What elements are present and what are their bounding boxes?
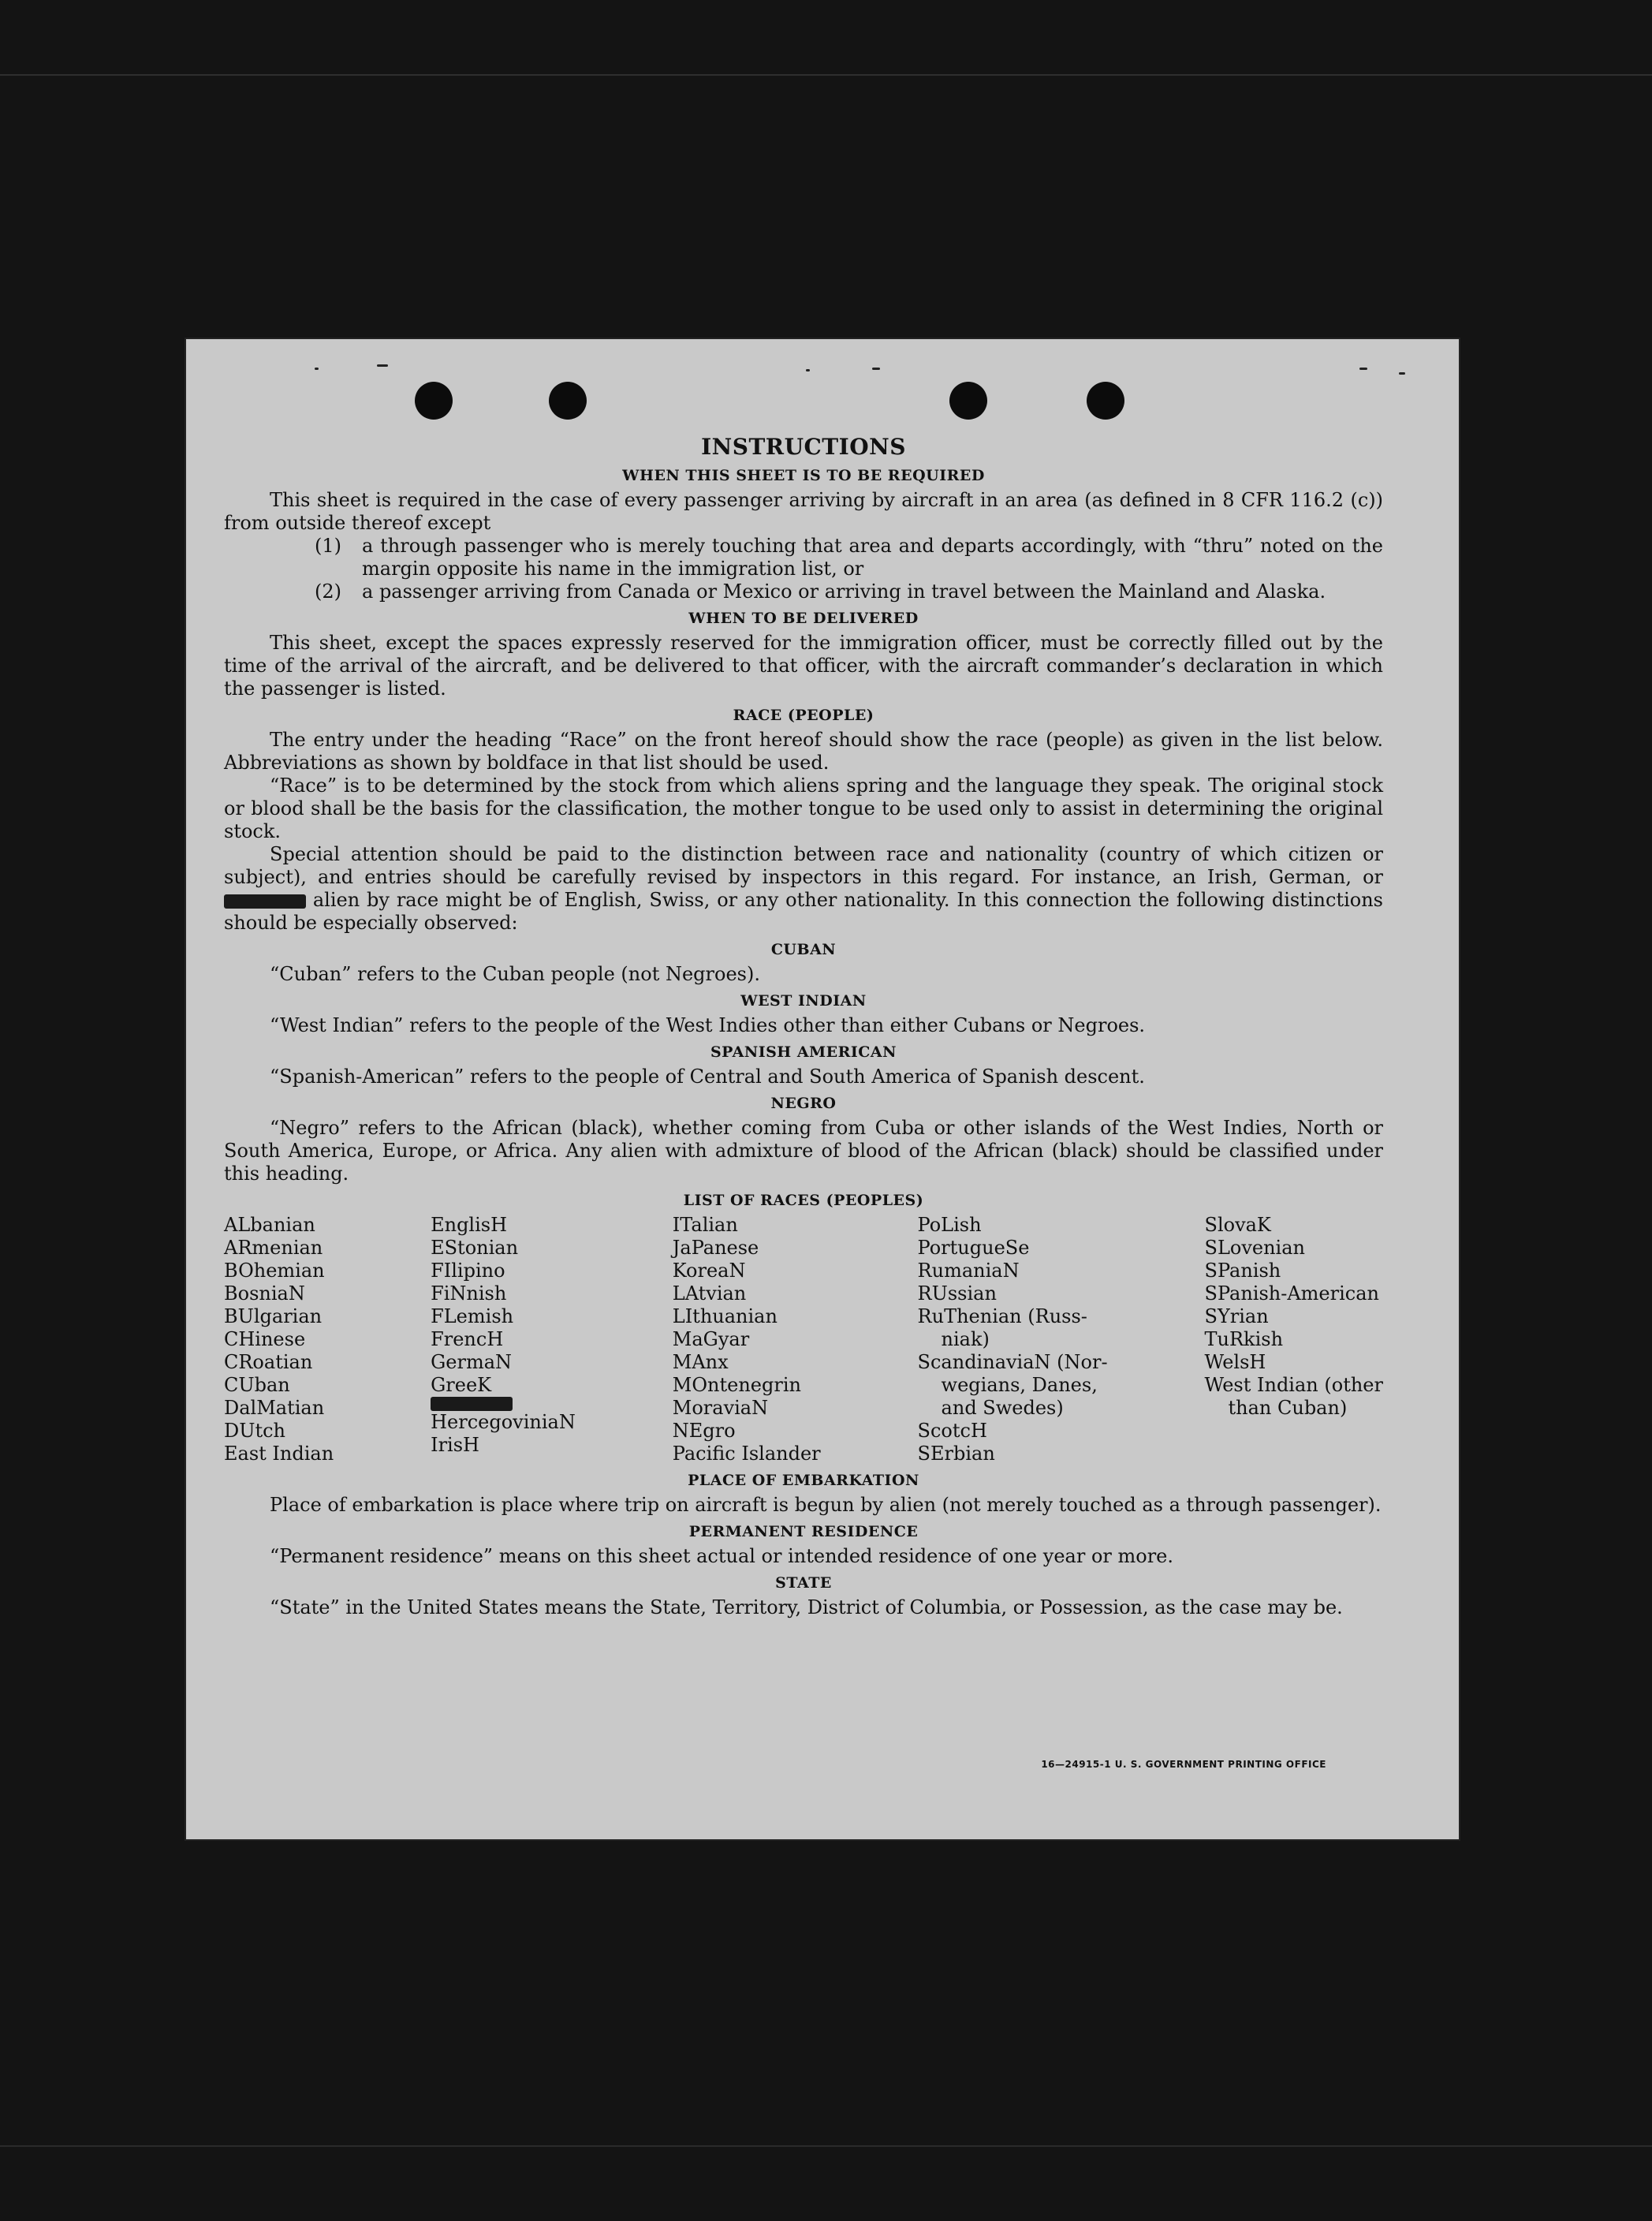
race-entry: RUssian [917, 1282, 997, 1305]
spanish-american-text: “Spanish-American” refers to the people of Central and South America of Spanish descent. [270, 1066, 1145, 1088]
race-entry: EnglisH [431, 1214, 508, 1236]
race-column [1205, 1214, 1383, 1465]
exception-text: a through passenger who is merely touching that area and departs accordingly, with “thru” noted on the margin opposite his name in the immigration list, or [362, 535, 1383, 580]
race-entry: MaGyar [672, 1328, 750, 1350]
race-entry: CUban [224, 1374, 290, 1396]
race-entry-continuation: and Swedes) [941, 1397, 1064, 1419]
printing-office-code: 16—24915-1 U. S. GOVERNMENT PRINTING OFFICE [1041, 1759, 1326, 1770]
negro-text: “Negro” refers to the African (black), whether coming from Cuba or other islands of the West Indies, North or South America, Europe, or Africa. Any alien with admixture of blood of the African (black) should be classified under this heading. [224, 1117, 1383, 1185]
race-entry: TuRkish [1204, 1328, 1284, 1350]
exception-item [224, 535, 1383, 580]
race-list [224, 1214, 1383, 1465]
heading-cuban: CUBAN [770, 941, 837, 958]
race-entry: SPanish-American [1204, 1282, 1379, 1305]
instruction-sheet [185, 338, 1460, 1841]
race-entry: FrencH [431, 1328, 504, 1350]
redacted-race-entry [431, 1397, 576, 1411]
race-entry: DalMatian [224, 1397, 325, 1419]
cuban-text: “Cuban” refers to the Cuban people (not Negroes). [270, 963, 760, 985]
speck [806, 369, 810, 371]
speck [1399, 372, 1405, 375]
permanent-residence-text: “Permanent residence” means on this sheet actual or intended residence of one year or more. [270, 1545, 1173, 1567]
heading-when-delivered: WHEN TO BE DELIVERED [688, 610, 919, 627]
race-entry: MAnx [672, 1351, 729, 1373]
race-entry-continuation: than Cuban) [1228, 1397, 1348, 1419]
exception-text: a passenger arriving from Canada or Mexico or arriving in travel between the Mainland and Alaska. [362, 580, 1326, 603]
punch-hole [415, 382, 453, 420]
race-paragraph-3-end: alien by race might be of English, Swiss, or any other nationality. In this connection the following distinctions should be especially observed: [224, 889, 1383, 934]
race-entry: SErbian [917, 1443, 995, 1465]
race-entry: BUlgarian [224, 1305, 323, 1327]
heading-state: STATE [775, 1574, 832, 1592]
race-entry: JaPanese [672, 1237, 759, 1259]
west-indian-text: “West Indian” refers to the people of the West Indies other than either Cubans or Negroes. [270, 1014, 1146, 1036]
race-paragraph-3-start: Special attention should be paid to the distinction between race and nationality (country of which citizen or subject), and entries should be carefully revised by inspectors in this regard. For instance, an Irish, German, or [224, 843, 1383, 888]
race-entry: RuThenian (Russ- [917, 1305, 1087, 1327]
race-entry: KoreaN [672, 1260, 746, 1282]
film-frame-top-edge [0, 74, 1652, 76]
heading-west-indian: WEST INDIAN [740, 992, 867, 1010]
race-paragraph-1: The entry under the heading “Race” on the front hereof should show the race (people) as given in the list below. Abbreviations as shown by boldface in that list should be used. [224, 729, 1383, 774]
speck [872, 368, 880, 370]
race-entry: ALbanian [224, 1214, 315, 1236]
heading-permanent-residence: PERMANENT RESIDENCE [688, 1523, 919, 1540]
race-entry: EStonian [431, 1237, 519, 1259]
race-entry: PortugueSe [917, 1237, 1030, 1259]
race-entry: SYrian [1204, 1305, 1269, 1327]
when-delivered-text: This sheet, except the spaces expressly reserved for the immigration officer, must be correctly filled out by the time of the arrival of the aircraft, and be delivered to that officer, with the aircraft commander’s declaration in which the passenger is listed. [224, 632, 1383, 700]
race-entry: NEgro [672, 1420, 736, 1442]
race-entry: GreeK [431, 1374, 492, 1396]
speck [315, 368, 319, 370]
race-entry: WelsH [1204, 1351, 1266, 1373]
race-entry: BosniaN [224, 1282, 305, 1305]
race-entry: ScotcH [917, 1420, 987, 1442]
heading-list-of-races: LIST OF RACES (PEOPLES) [683, 1192, 924, 1209]
heading-negro: NEGRO [770, 1095, 837, 1112]
race-entry-continuation: wegians, Danes, [941, 1374, 1098, 1396]
race-entry: BOhemian [224, 1260, 325, 1282]
exception-item [224, 580, 1383, 603]
race-column [431, 1214, 576, 1465]
heading-embarkation: PLACE OF EMBARKATION [688, 1472, 919, 1489]
race-entry: SlovaK [1204, 1214, 1271, 1236]
race-entry: HercegoviniaN [431, 1411, 576, 1433]
instructions-body [224, 434, 1383, 1619]
film-frame-bottom-edge [0, 2145, 1652, 2147]
race-entry: CHinese [224, 1328, 306, 1350]
race-column [224, 1214, 334, 1465]
race-entry: SPanish [1204, 1260, 1281, 1282]
exception-number: (1) [315, 535, 341, 557]
race-entry: Pacific Islander [672, 1443, 821, 1465]
race-column [918, 1214, 1108, 1465]
state-text: “State” in the United States means the State, Territory, District of Columbia, or Possession, as the case may be. [270, 1596, 1343, 1618]
punch-hole [1087, 382, 1124, 420]
race-entry: IrisH [431, 1434, 479, 1456]
race-entry: CRoatian [224, 1351, 313, 1373]
race-entry: FiNnish [431, 1282, 507, 1305]
embarkation-text: Place of embarkation is place where trip on aircraft is begun by alien (not merely touched as a through passenger). [270, 1494, 1382, 1516]
heading-when-required: WHEN THIS SHEET IS TO BE REQUIRED [622, 467, 985, 484]
punch-hole [949, 382, 987, 420]
when-required-text: This sheet is required in the case of every passenger arriving by aircraft in an area (as defined in 8 CFR 116.2 (c)) from outside thereof except [224, 489, 1383, 534]
race-entry: SLovenian [1204, 1237, 1305, 1259]
redacted-word [224, 894, 306, 909]
race-entry: ARmenian [224, 1237, 323, 1259]
heading-race: RACE (PEOPLE) [733, 707, 874, 724]
race-entry: LAtvian [672, 1282, 747, 1305]
race-entry: FIlipino [431, 1260, 505, 1282]
page-title: INSTRUCTIONS [701, 434, 906, 460]
race-entry: MoraviaN [672, 1397, 769, 1419]
race-entry: FLemish [431, 1305, 514, 1327]
race-entry: PoLish [917, 1214, 982, 1236]
heading-spanish-american: SPANISH AMERICAN [710, 1043, 897, 1061]
race-entry: ITalian [672, 1214, 738, 1236]
exception-number: (2) [315, 580, 341, 603]
race-entry: West Indian (other [1204, 1374, 1383, 1396]
redacted-word [431, 1397, 513, 1411]
race-entry: DUtch [224, 1420, 286, 1442]
punch-hole [549, 382, 587, 420]
race-paragraph-3 [224, 843, 1383, 935]
race-paragraph-2: “Race” is to be determined by the stock from which aliens spring and the language they speak. The original stock or blood shall be the basis for the classification, the mother tongue to be used only to assist in determining the original stock. [224, 775, 1383, 842]
race-entry: MOntenegrin [672, 1374, 801, 1396]
speck [377, 364, 388, 367]
race-entry: GermaN [431, 1351, 513, 1373]
race-entry-continuation: niak) [941, 1328, 990, 1350]
speck [1359, 368, 1367, 370]
race-entry: East Indian [224, 1443, 334, 1465]
race-entry: RumaniaN [917, 1260, 1020, 1282]
race-entry: LIthuanian [672, 1305, 778, 1327]
race-entry: ScandinaviaN (Nor- [917, 1351, 1108, 1373]
race-column [673, 1214, 821, 1465]
